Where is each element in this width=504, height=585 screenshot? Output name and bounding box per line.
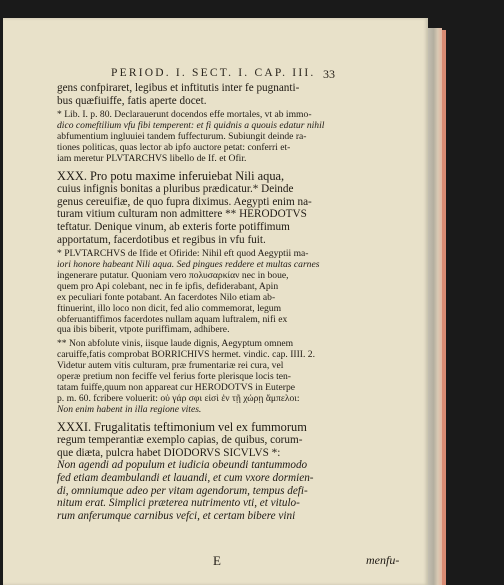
text-line: operæ pretium non feciffe vel ferius forte plerisque locis ten- — [57, 372, 291, 382]
text-line: Videtur autem vitis culturam, præ frumentariæ rei cura, vel — [57, 361, 284, 372]
page-number: 33 — [323, 67, 335, 81]
text-line: apportatum, facerdotibus et regibus in vfu fuit. — [57, 233, 266, 246]
catchword: menfu- — [366, 553, 400, 567]
text-line: * PLVTARCHVS de Ifide et Ofiride: Nihil eft quod Aegyptii ma- — [57, 249, 309, 260]
text-line: abfumentium ingluuiei tandem fuffecturum. Subiungit deinde ra- — [57, 131, 307, 142]
signature-mark: E — [213, 553, 221, 568]
text-line: Non enim habent in illa regione vites. — [57, 404, 202, 415]
text-line: tiones politicas, quas lector ab ipfo auctore petat: conferri et- — [57, 142, 291, 153]
text-line: turam vitium culturam non admittere ** HERODOTVS — [57, 208, 307, 221]
text-line: di, omniumque adeo per vitam agendorum, tempus defi- — [57, 484, 308, 497]
page-edge — [442, 30, 446, 585]
text-line: ** Non abfolute vinis, iisque laude dignis, Aegyptum omnem — [57, 339, 294, 350]
text-line: cuius infignis bonitas a pluribus prædicatur.* Deinde — [57, 183, 294, 196]
text-line: tatam fuiffe,quum non appareat cur HERODOTVS in Euterpe — [57, 382, 295, 393]
text-line: iam meretur PLVTARCHVS libello de If. et Ofir. — [57, 153, 247, 164]
text-line: ftinuerint, illo loco non dicit, fed alio commemorat, legum — [57, 303, 282, 314]
book-spine — [428, 28, 442, 585]
text-line: dico comeftilium vfu fibi temperent: et fi quidnis a quouis edatur nihil — [57, 121, 325, 132]
text-line: que diæta, pulcra habet DIODORVS SICVLVS *: — [57, 446, 281, 459]
text-line: fed etiam deambulandi et lauandi, et cum vxore dormien- — [57, 471, 314, 484]
running-head: PERIOD. I. SECT. I. CAP. III. — [111, 67, 316, 79]
text-line: ex peculiari fonte potabant. An facerdotes Nilo etiam ab- — [57, 292, 276, 303]
text-line: * Lib. I. p. 80. Declarauerunt docendos effe mortales, vt ab immo- — [57, 110, 312, 121]
text-line: caruiffe,fatis comprobat BORRICHIVS hermet. vindic. cap. IIII. 2. — [57, 350, 315, 361]
page-header — [3, 59, 428, 83]
text-line: Non agendi ad populum et iudicia obeundi tantummodo — [57, 459, 308, 472]
text-line: quem pro Api colebant, nec in fe ipfis, defiderabant, Apin — [57, 281, 279, 292]
page-footer — [3, 553, 428, 569]
text-line: p. m. 60. fcribere voluerit: οὐ γάρ σφι εἰσὶ ἐν τῇ χώρῃ ἄμπελοι: — [57, 393, 300, 404]
text-line: qua ibis biberit, vtpote puriffimam, adhibere. — [57, 325, 230, 336]
text-line: rum anferumque carnibus vefci, et certam bibere vini — [57, 509, 296, 522]
text-line: genus cereuifiæ, de quo fupra diximus. Aegypti enim na- — [57, 195, 312, 208]
text-line: iori honore habeant Nili aqua. Sed pingues reddere et multas carnes — [57, 260, 320, 271]
text-line: gens confpiraret, legibus et inftitutis inter fe pugnanti- — [57, 82, 300, 94]
text-line: teftatur. Denique vinum, ab exteris forte potiffimum — [57, 221, 290, 234]
text-line: bus quæfiuiffe, fatis aperte docet. — [57, 94, 207, 107]
main-text — [57, 82, 417, 522]
text-line: obferuantiffimos facerdotes nullam aquam luftralem, nifi ex — [57, 314, 288, 325]
text-line: ingenerare putatur. Quoniam vero πολυσαρκίαν nec in boue, — [57, 270, 289, 281]
text-line: nitum erat. Simplici præterea nutrimento vti, et vitulo- — [57, 497, 300, 510]
text-line: XXX. Pro potu maxime inferuiebat Nili aqua, — [57, 169, 285, 183]
text-line: XXXI. Frugalitatis teftimonium vel ex fummorum — [57, 420, 307, 434]
text-line: regum temperantiæ exemplo capias, de quibus, corum- — [57, 434, 303, 447]
